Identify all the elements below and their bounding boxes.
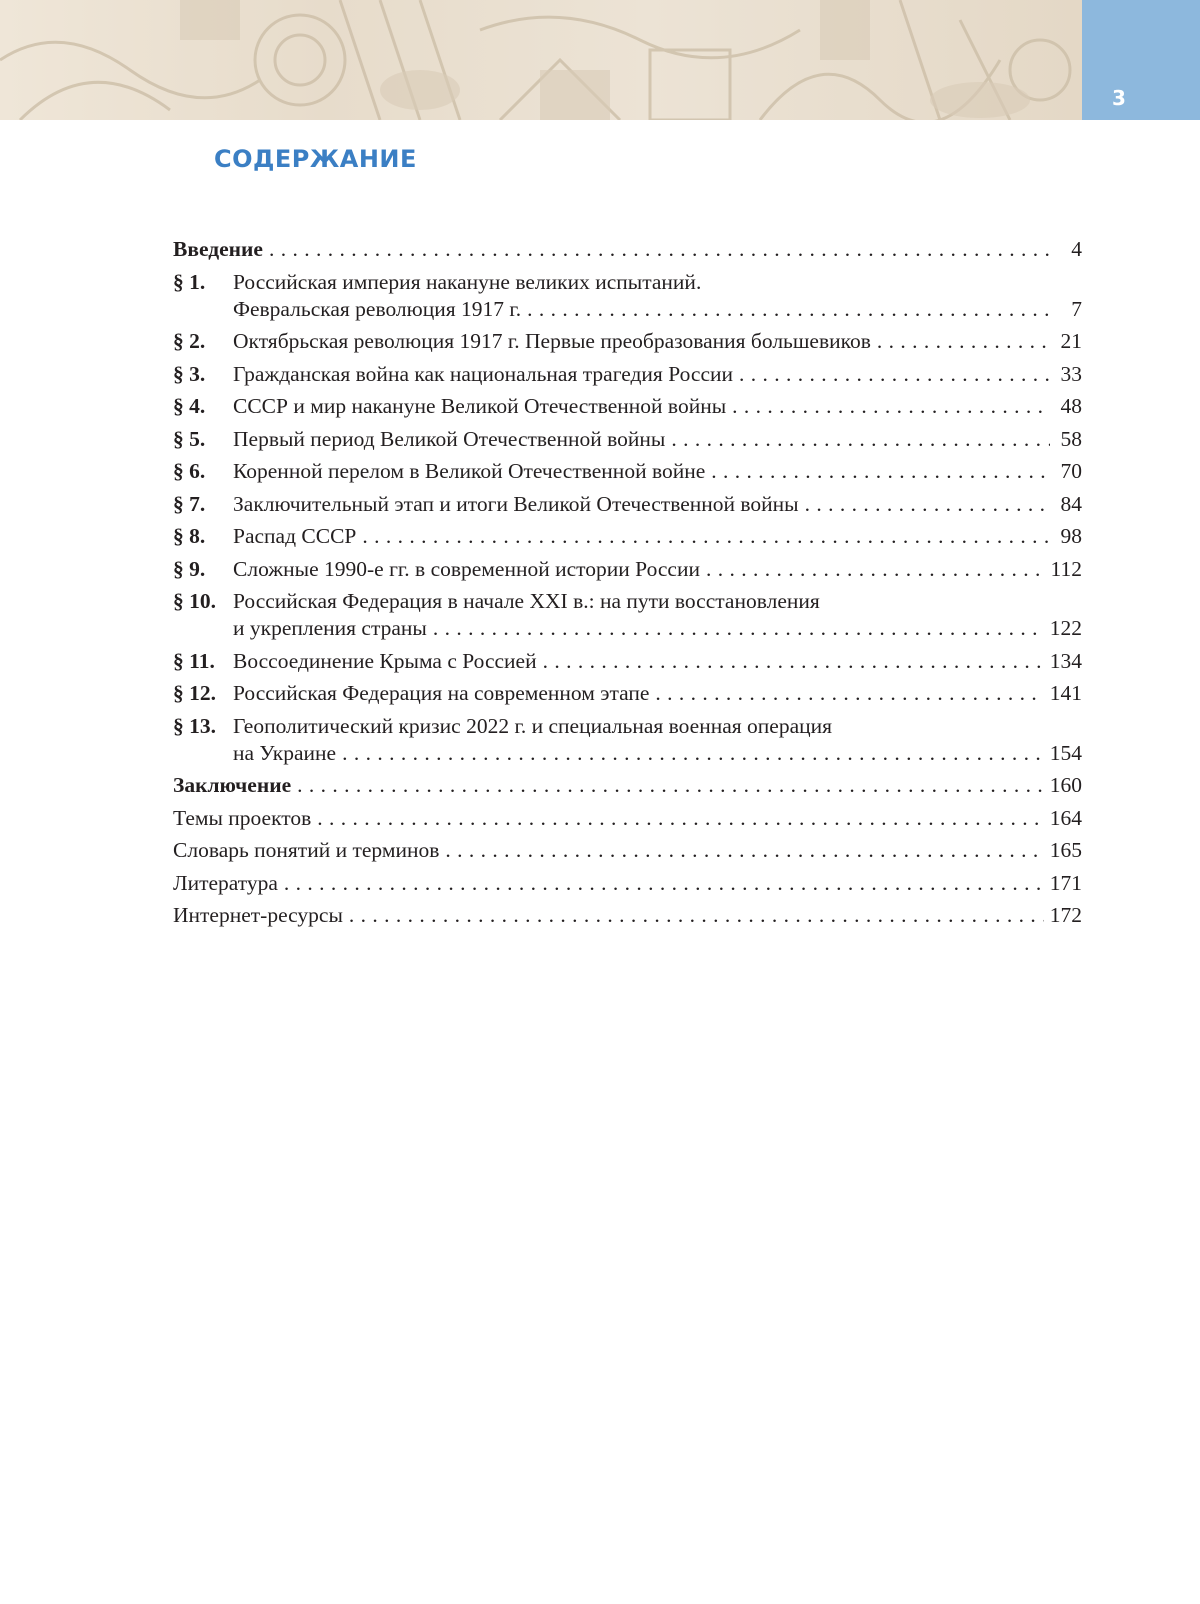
dot-leader bbox=[342, 740, 1044, 767]
toc-page-number: 21 bbox=[1060, 329, 1082, 353]
dot-leader bbox=[877, 328, 1050, 355]
toc-entry-title: Литература bbox=[173, 870, 278, 895]
toc-entry-title: Распад СССР bbox=[233, 524, 357, 548]
toc-entry-body bbox=[173, 870, 1082, 897]
toc-entry-title: Заключение bbox=[173, 773, 292, 797]
toc-line bbox=[233, 296, 1082, 323]
toc-page-number: 171 bbox=[1049, 870, 1082, 895]
toc-section-number: § 6. bbox=[173, 459, 206, 483]
toc-entry-body bbox=[233, 588, 1082, 642]
toc-page-number: 70 bbox=[1060, 459, 1082, 483]
toc-entry-title: СССР и мир накануне Великой Отечественной войны bbox=[233, 394, 727, 418]
dot-leader bbox=[297, 772, 1044, 799]
toc-section-number: § 10. bbox=[173, 589, 216, 613]
toc-page-number: 141 bbox=[1049, 681, 1082, 705]
toc-entry-body bbox=[233, 458, 1082, 485]
toc-entry-body bbox=[233, 648, 1082, 675]
toc-entry[interactable] bbox=[173, 772, 1082, 799]
table-of-contents bbox=[173, 236, 1082, 935]
page-number: 3 bbox=[1112, 86, 1126, 110]
toc-line bbox=[173, 805, 1082, 832]
dot-leader bbox=[362, 523, 1050, 550]
toc-entry[interactable] bbox=[173, 328, 1082, 355]
toc-entry-body bbox=[173, 805, 1082, 832]
toc-entry-title: Октябрьская революция 1917 г. Первые преобразования большевиков bbox=[233, 329, 871, 353]
dot-leader bbox=[739, 361, 1050, 388]
toc-entry-title: Сложные 1990-е гг. в современной истории России bbox=[233, 556, 700, 581]
toc-section-number: § 5. bbox=[173, 426, 206, 451]
toc-page-number: 98 bbox=[1060, 524, 1082, 548]
toc-page-number: 122 bbox=[1049, 616, 1082, 640]
toc-page-number: 165 bbox=[1049, 838, 1082, 862]
toc-entry-title: Первый период Великой Отечественной войны bbox=[233, 426, 666, 451]
toc-section-number: § 8. bbox=[173, 524, 206, 548]
toc-page-number: 48 bbox=[1060, 394, 1082, 418]
toc-entry[interactable] bbox=[173, 588, 1082, 642]
toc-entry[interactable] bbox=[173, 805, 1082, 832]
toc-page-number: 164 bbox=[1049, 805, 1082, 830]
toc-line bbox=[233, 393, 1082, 420]
toc-line bbox=[233, 426, 1082, 453]
header-illustration bbox=[0, 0, 1082, 120]
toc-section-number: § 13. bbox=[173, 713, 216, 738]
toc-entry-title: Темы проектов bbox=[173, 805, 312, 830]
dot-leader bbox=[732, 393, 1050, 420]
toc-entry-title: Российская Федерация в начале XXI в.: на пути восстановления bbox=[233, 589, 820, 613]
toc-entry-title: Геополитический кризис 2022 г. и специальная военная операция bbox=[233, 713, 833, 738]
toc-page-number: 172 bbox=[1049, 903, 1082, 927]
toc-entry-body bbox=[173, 772, 1082, 799]
toc-line bbox=[233, 361, 1082, 388]
toc-entry-title: Коренной перелом в Великой Отечественной войне bbox=[233, 459, 706, 483]
toc-entry[interactable] bbox=[173, 713, 1082, 767]
dot-leader bbox=[527, 296, 1050, 323]
toc-line bbox=[233, 458, 1082, 485]
toc-page-number: 33 bbox=[1060, 361, 1082, 386]
toc-line bbox=[233, 588, 1082, 615]
toc-entry[interactable] bbox=[173, 523, 1082, 550]
toc-entry-body bbox=[233, 269, 1082, 323]
toc-entry-title: Гражданская война как национальная трагедия России bbox=[233, 361, 734, 386]
dot-leader bbox=[433, 615, 1044, 642]
toc-page-number: 160 bbox=[1049, 773, 1082, 797]
toc-page-number: 7 bbox=[1071, 296, 1082, 321]
toc-entry[interactable] bbox=[173, 458, 1082, 485]
toc-entry-title: Интернет-ресурсы bbox=[173, 903, 343, 927]
dot-leader bbox=[284, 870, 1044, 897]
toc-section-number: § 9. bbox=[173, 556, 206, 581]
toc-section-number: § 1. bbox=[173, 269, 206, 294]
toc-line bbox=[233, 523, 1082, 550]
toc-section-number: § 3. bbox=[173, 361, 206, 386]
dot-leader bbox=[445, 837, 1043, 864]
toc-line bbox=[173, 902, 1082, 929]
toc-section-number: § 2. bbox=[173, 329, 206, 353]
toc-page-number: 58 bbox=[1060, 426, 1082, 451]
toc-section-number: § 4. bbox=[173, 394, 206, 418]
toc-entry-body bbox=[233, 713, 1082, 767]
toc-entry-title: Словарь понятий и терминов bbox=[173, 838, 440, 862]
toc-page-number: 112 bbox=[1050, 556, 1082, 581]
toc-entry[interactable] bbox=[173, 426, 1082, 453]
dot-leader bbox=[269, 236, 1050, 263]
toc-entry[interactable] bbox=[173, 269, 1082, 323]
toc-entry-title: Воссоединение Крыма с Россией bbox=[233, 648, 537, 673]
toc-entry-title: на Украине bbox=[233, 740, 337, 765]
toc-entry[interactable] bbox=[173, 870, 1082, 897]
toc-line bbox=[173, 236, 1082, 263]
toc-entry[interactable] bbox=[173, 556, 1082, 583]
toc-entry-body bbox=[233, 680, 1082, 707]
decorative-engraving bbox=[0, 0, 1082, 120]
dot-leader bbox=[349, 902, 1044, 929]
toc-entry-body bbox=[233, 556, 1082, 583]
toc-page-number: 134 bbox=[1049, 648, 1082, 673]
toc-page-number: 84 bbox=[1060, 491, 1082, 516]
toc-line bbox=[233, 328, 1082, 355]
toc-entry-title: Российская Федерация на современном этапе bbox=[233, 681, 650, 705]
toc-entry-body bbox=[233, 426, 1082, 453]
toc-line bbox=[233, 556, 1082, 583]
toc-entry-body bbox=[173, 236, 1082, 263]
toc-entry-title: и укрепления страны bbox=[233, 616, 427, 640]
toc-section-number: § 11. bbox=[173, 648, 215, 673]
toc-entry[interactable] bbox=[173, 361, 1082, 388]
toc-entry[interactable] bbox=[173, 837, 1082, 864]
toc-entry[interactable] bbox=[173, 902, 1082, 929]
toc-entry-body bbox=[233, 361, 1082, 388]
dot-leader bbox=[671, 426, 1050, 453]
toc-entry-title: Февральская революция 1917 г. bbox=[233, 296, 522, 321]
toc-section-number: § 12. bbox=[173, 681, 216, 705]
toc-entry[interactable] bbox=[173, 680, 1082, 707]
toc-line bbox=[233, 615, 1082, 642]
toc-entry[interactable] bbox=[173, 648, 1082, 675]
toc-entry-title: Заключительный этап и итоги Великой Отечественной войны bbox=[233, 491, 799, 516]
toc-section-number: § 7. bbox=[173, 491, 206, 516]
page-title: СОДЕРЖАНИЕ bbox=[214, 145, 417, 173]
dot-leader bbox=[805, 491, 1050, 518]
toc-entry[interactable] bbox=[173, 236, 1082, 263]
dot-leader bbox=[543, 648, 1044, 675]
toc-entry-title: Введение bbox=[173, 237, 263, 261]
toc-page-number: 154 bbox=[1049, 740, 1082, 765]
toc-line bbox=[173, 837, 1082, 864]
dot-leader bbox=[655, 680, 1043, 707]
toc-line bbox=[233, 648, 1082, 675]
toc-line bbox=[233, 491, 1082, 518]
toc-page-number: 4 bbox=[1071, 237, 1082, 261]
page-tab bbox=[1082, 0, 1200, 120]
toc-line bbox=[233, 680, 1082, 707]
toc-line bbox=[233, 713, 1082, 740]
dot-leader bbox=[706, 556, 1045, 583]
toc-entry-body bbox=[233, 523, 1082, 550]
dot-leader bbox=[711, 458, 1050, 485]
toc-entry[interactable] bbox=[173, 393, 1082, 420]
toc-line bbox=[233, 269, 1082, 296]
toc-entry-body bbox=[173, 902, 1082, 929]
toc-entry-body bbox=[233, 328, 1082, 355]
toc-entry-title: Российская империя накануне великих испытаний. bbox=[233, 269, 702, 294]
toc-entry-body bbox=[233, 491, 1082, 518]
toc-line bbox=[173, 870, 1082, 897]
toc-entry[interactable] bbox=[173, 491, 1082, 518]
dot-leader bbox=[317, 805, 1043, 832]
toc-entry-body bbox=[233, 393, 1082, 420]
toc-line bbox=[173, 772, 1082, 799]
toc-line bbox=[233, 740, 1082, 767]
toc-entry-body bbox=[173, 837, 1082, 864]
